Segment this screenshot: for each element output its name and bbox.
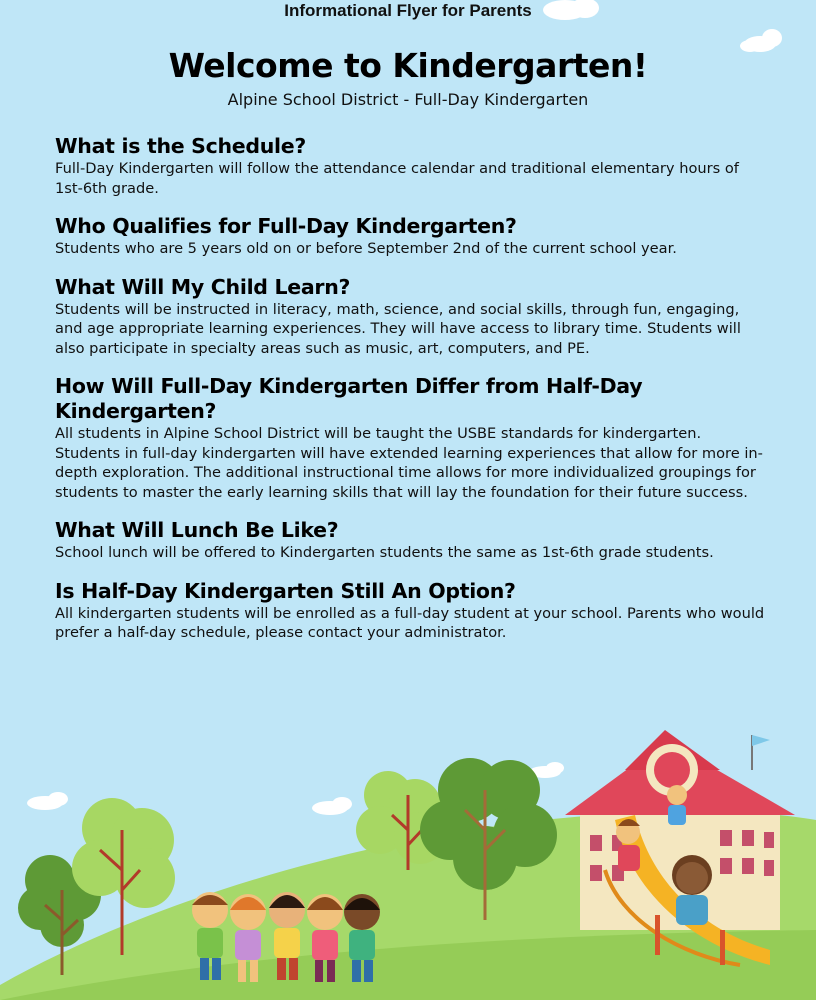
section-heading: Who Qualifies for Full-Day Kindergarten?: [55, 214, 517, 238]
section-heading: What Will Lunch Be Like?: [55, 518, 339, 542]
section-heading: How Will Full-Day Kindergarten Differ from Half-Day Kindergarten?: [55, 374, 643, 423]
section-half-day-option: [55, 579, 765, 643]
section-schedule: [55, 134, 765, 198]
section-qualifies: [55, 214, 765, 259]
section-body: Students who are 5 years old on or before September 2nd of the current school year.: [55, 240, 677, 257]
page-title: Welcome to Kindergarten!: [168, 46, 648, 85]
flyer-top-label: Informational Flyer for Parents: [284, 1, 532, 20]
section-body: Full-Day Kindergarten will follow the attendance calendar and traditional elementary hours of 1st-6th grade.: [55, 160, 739, 197]
section-differ: [55, 374, 765, 502]
section-heading: What Will My Child Learn?: [55, 274, 351, 299]
section-body: Students will be instructed in literacy, math, science, and social skills, through fun, engaging, and age appropriate learning experiences. They will have access to library time. Students will also participate in specialty areas such as music, art, computers, and PE.: [55, 300, 741, 357]
section-heading: Is Half-Day Kindergarten Still An Option?: [55, 578, 516, 603]
section-body: All students in Alpine School District will be taught the USBE standards for kindergarten. Students in full-day kindergarten will have extended learning experiences that allow for more in-depth exploration. The additional instructional time allows for more individualized groupings for students to master the early learning skills that will lay the foundation for their future success.: [55, 425, 763, 501]
section-learn: [55, 275, 765, 359]
section-lunch: [55, 518, 765, 563]
section-body: School lunch will be offered to Kindergarten students the same as 1st-6th grade students.: [55, 544, 714, 561]
section-body: All kindergarten students will be enrolled as a full-day student at your school. Parents who would prefer a half-day schedule, please contact your administrator.: [55, 604, 765, 641]
page-subtitle: Alpine School District - Full-Day Kindergarten: [227, 90, 589, 109]
section-heading: What is the Schedule?: [55, 134, 306, 158]
flyer-content: [55, 134, 765, 659]
